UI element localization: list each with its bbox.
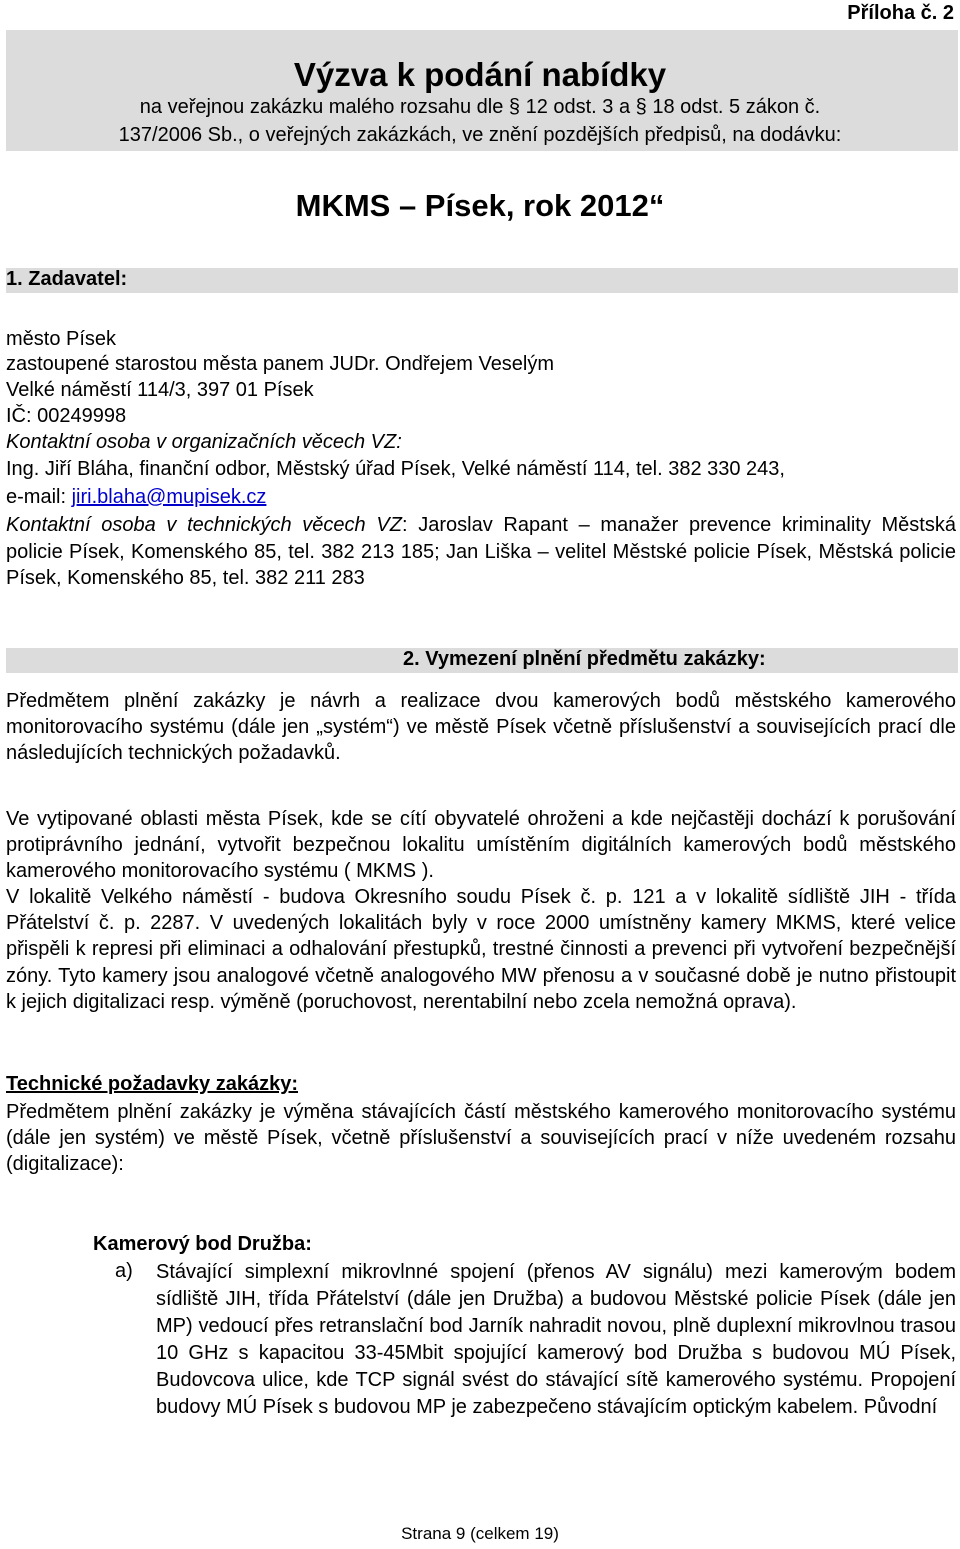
annex-label: Příloha č. 2 xyxy=(847,2,954,24)
paragraph-subject: Předmětem plnění zakázky je návrh a realizace dvou kamerových bodů městského kamerového monitorovacího systému (dále jen „systém“) ve městě Písek včetně příslušenství a souvisejících prací dle následujících technických požadavků. xyxy=(6,690,956,765)
tech-contact xyxy=(6,512,956,592)
company-id: IČ: 00249998 xyxy=(6,405,127,427)
section1-band xyxy=(6,268,958,293)
paragraph-locality: V lokalitě Velkého náměstí - budova Okresního soudu Písek č. p. 121 a v lokalitě sídliště JIH - třída Přátelství č. p. 2287. V uvedených lokalitách byly v roce 2000 umístněny kamery MKMS, které velice přispěli k represi při eliminaci a odhalování přestupků, trestné činnosti a prevenci při vytvoření bezpečnější zóny. Tyto kamery jsou analogové včetně analogového MW přenosu a v současné době je nutno přistoupit k jejich digitalizaci resp. výměně (poruchovost, nerentabilní nebo zcela nemožná oprava). xyxy=(6,886,956,1013)
subtitle-line-1: na veřejnou zakázku malého rozsahu dle § 12 odst. 3 a § 18 odst. 5 zákon č. xyxy=(139,96,821,118)
list-item-text: Stávající simplexní mikrovlnné spojení (přenos AV signálu) mezi kamerovým bodem sídliště JIH, třída Přátelství (dále jen Družba) a budovou Městské policie Písek (dále jen MP) vedoucí přes retranslační bod Jarník nahradit novou, plně duplexní mikrovlnou trasou 10 GHz s kapacitou 33-45Mbit spojující kamerový bod Družba s budovou MÚ Písek, Budovcova ulice, kde TCP signál svést do stávající sítě kamerového systému. Propojení budovy MÚ Písek s budovou MP je zabezpečeno stávajícím optickým kabelem. Původní xyxy=(156,1261,956,1418)
representative: zastoupené starostou města panem JUDr. Ondřejem Veselým xyxy=(6,353,555,375)
org-contact-details: Ing. Jiří Bláha, finanční odbor, Městský úřad Písek, Velké náměstí 114, tel. 382 330 243, xyxy=(6,458,785,480)
list-item-marker: a) xyxy=(115,1260,133,1282)
org-contact-label: Kontaktní osoba v organizačních věcech VZ: xyxy=(6,431,402,453)
email-line xyxy=(6,486,266,509)
section2-heading: 2. Vymezení plnění předmětu zakázky: xyxy=(403,648,766,670)
page-footer: Strana 9 (celkem 19) xyxy=(401,1524,559,1543)
address: Velké náměstí 114/3, 397 01 Písek xyxy=(6,379,314,401)
project-title: MKMS – Písek, rok 2012“ xyxy=(295,188,665,223)
subtitle-line-2: 137/2006 Sb., o veřejných zakázkách, ve znění pozdějších předpisů, na dodávku: xyxy=(118,124,842,146)
tech-requirements-paragraph: Předmětem plnění zakázky je výměna stávajících částí městského kamerového monitorovacího systému (dále jen systém) ve městě Písek, včetně příslušenství a souvisejících prací v níže uvedeném rozsahu (digitalizace): xyxy=(6,1101,956,1176)
email-prefix: e-mail: xyxy=(6,486,72,508)
paragraph-area: Ve vytipované oblasti města Písek, kde se cítí obyvatelé ohroženi a kde nejčastěji dochází k porušování protiprávního jednání, vytvořit bezpečnou lokalitu umístěním digitálních kamerových bodů městského kamerového monitorovacího systému ( MKMS ). xyxy=(6,808,956,883)
tech-requirements-heading: Technické požadavky zakázky: xyxy=(6,1073,298,1095)
tech-contact-text: : Jaroslav Rapant – manažer prevence kriminality Městská policie Písek, Komenského 85, tel. 382 213 185; Jan Liška – velitel Městské policie Písek, Městská policie Písek, Komenského 85, tel. 382 211 283 xyxy=(6,514,956,589)
email-link[interactable]: jiri.blaha@mupisek.cz xyxy=(71,486,267,508)
camera-point-heading: Kamerový bod Družba: xyxy=(93,1233,312,1255)
section1-heading: 1. Zadavatel: xyxy=(6,268,128,290)
contracting-authority: město Písek xyxy=(6,328,117,350)
page-title: Výzva k podání nabídky xyxy=(293,56,667,93)
tech-contact-label: Kontaktní osoba v technických věcech VZ xyxy=(6,514,402,536)
